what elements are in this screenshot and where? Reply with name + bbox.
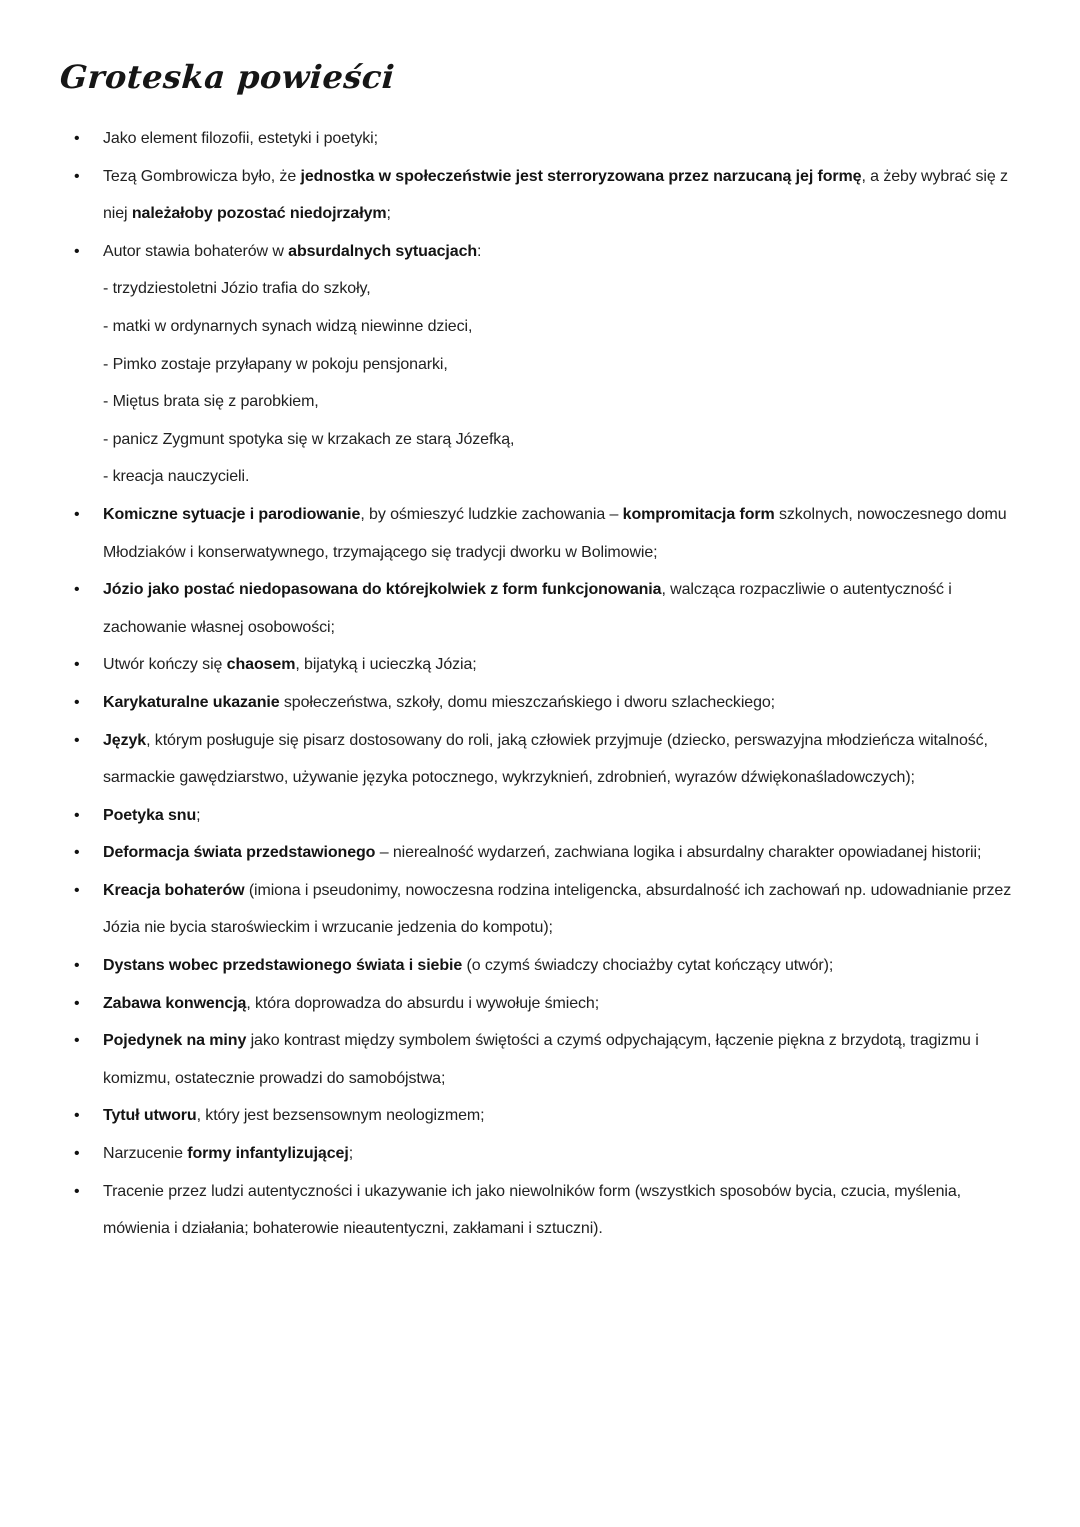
bullet-text: Karykaturalne ukazanie społeczeństwa, szkoły, domu mieszczańskiego i dworu szlacheckiego;: [103, 693, 776, 711]
list-item: [0, 1022, 1020, 1097]
sub-item: - Miętus brata się z parobkiem,: [103, 393, 319, 411]
list-item: [0, 947, 1020, 985]
list-item: [0, 797, 1020, 835]
bullet-icon: •: [74, 505, 80, 523]
bullet-icon: •: [74, 581, 80, 599]
bullet-icon: •: [74, 1107, 80, 1125]
list-item: [0, 496, 1020, 571]
bullet-list: [0, 120, 1080, 1248]
sub-item: - Pimko zostaje przyłapany w pokoju pensjonarki,: [103, 355, 448, 373]
bullet-text: Język, którym posługuje się pisarz dostosowany do roli, jaką człowiek przyjmuje (dziecko, perswazyjna młodzieńcza witalność, sarmackie gawędziarstwo, używanie języka potocznego, wykrzyknień, zdrobnień, wyrazów dźwiękonaśladowczych);: [103, 731, 988, 787]
bullet-text: Poetyka snu;: [103, 806, 201, 824]
bullet-icon: •: [74, 994, 80, 1012]
bullet-icon: •: [74, 130, 80, 147]
bullet-text: Dystans wobec przedstawionego świata i siebie (o czymś świadczy chociażby cytat kończący utwór);: [103, 957, 834, 975]
list-item: [0, 684, 1020, 722]
list-item: [0, 1097, 1020, 1135]
sub-item: - trzydziestoletni Józio trafia do szkoły,: [103, 280, 371, 298]
bullet-icon: •: [74, 731, 80, 749]
bullet-icon: •: [74, 167, 80, 185]
list-item: [0, 233, 1020, 271]
bullet-icon: •: [74, 1182, 80, 1200]
list-item: [0, 120, 1020, 158]
bullet-icon: •: [74, 806, 80, 824]
list-item: [0, 722, 1020, 797]
sub-item: - matki w ordynarnych synach widzą niewinne dzieci,: [103, 317, 473, 335]
bullet-text: Tracenie przez ludzi autentyczności i ukazywanie ich jako niewolników form (wszystkich sposobów bycia, czucia, myślenia, mówienia i działania; bohaterowie nieautentyczni, zakłamani i sztuczni).: [103, 1182, 961, 1238]
bullet-text: Tezą Gombrowicza było, że jednostka w społeczeństwie jest sterroryzowana przez narzucaną jej formę, a żeby wybrać się z niej należałoby pozostać niedojrzałym;: [103, 167, 1008, 223]
bullet-icon: •: [74, 957, 80, 975]
list-item: [0, 158, 1020, 233]
bullet-icon: •: [74, 1032, 80, 1050]
sub-item: - panicz Zygmunt spotyka się w krzakach ze starą Józefką,: [103, 430, 515, 448]
list-item: [0, 646, 1020, 684]
bullet-text: Kreacja bohaterów (imiona i pseudonimy, nowoczesna rodzina inteligencka, absurdalność ich zachowań np. udowadnianie przez Józia nie bycia staroświeckim i wrzucanie jedzenia do kompotu);: [103, 881, 1012, 937]
bullet-text: Autor stawia bohaterów w absurdalnych sytuacjach:: [103, 242, 482, 260]
bullet-icon: •: [74, 881, 80, 899]
list-item: [0, 1173, 1020, 1248]
bullet-text: Narzucenie formy infantylizującej;: [103, 1145, 354, 1163]
list-item: [0, 571, 1020, 646]
list-item: [0, 834, 1020, 872]
bullet-text: Zabawa konwencją, która doprowadza do absurdu i wywołuje śmiech;: [103, 994, 600, 1012]
bullet-icon: •: [74, 844, 80, 862]
list-item: [0, 1135, 1020, 1173]
bullet-text: Utwór kończy się chaosem, bijatyką i ucieczką Józia;: [103, 656, 477, 674]
bullet-icon: •: [74, 693, 80, 711]
bullet-text: Józio jako postać niedopasowana do którejkolwiek z form funkcjonowania, walcząca rozpaczliwie o autentyczność i zachowanie własnej osobowości;: [103, 581, 952, 636]
list-item: [0, 985, 1020, 1023]
bullet-text: Deformacja świata przedstawionego – nierealność wydarzeń, zachwiana logika i absurdalny charakter opowiadanej historii;: [103, 844, 982, 862]
bullet-text: Pojedynek na miny jako kontrast między symbolem świętości a czymś odpychającym, łączenie piękna z brzydotą, tragizmu i komizmu, ostatecznie prowadzi do samobójstwa;: [103, 1032, 979, 1087]
sub-item: - kreacja nauczycieli.: [103, 468, 250, 486]
bullet-text: Komiczne sytuacje i parodiowanie, by ośmieszyć ludzkie zachowania – kompromitacja form szkolnych, nowoczesnego domu Młodziaków i konserwatywnego, trzymającego się tradycji dworku w Bolimowie;: [103, 505, 1007, 561]
page-title: Groteska powieści: [58, 58, 397, 96]
bullet-text: Tytuł utworu, który jest bezsensownym neologizmem;: [103, 1107, 485, 1125]
list-item: [0, 872, 1020, 947]
bullet-text: Jako element filozofii, estetyki i poetyki;: [103, 130, 378, 147]
bullet-icon: •: [74, 1145, 80, 1163]
bullet-icon: •: [74, 242, 80, 260]
bullet-icon: •: [74, 656, 80, 674]
